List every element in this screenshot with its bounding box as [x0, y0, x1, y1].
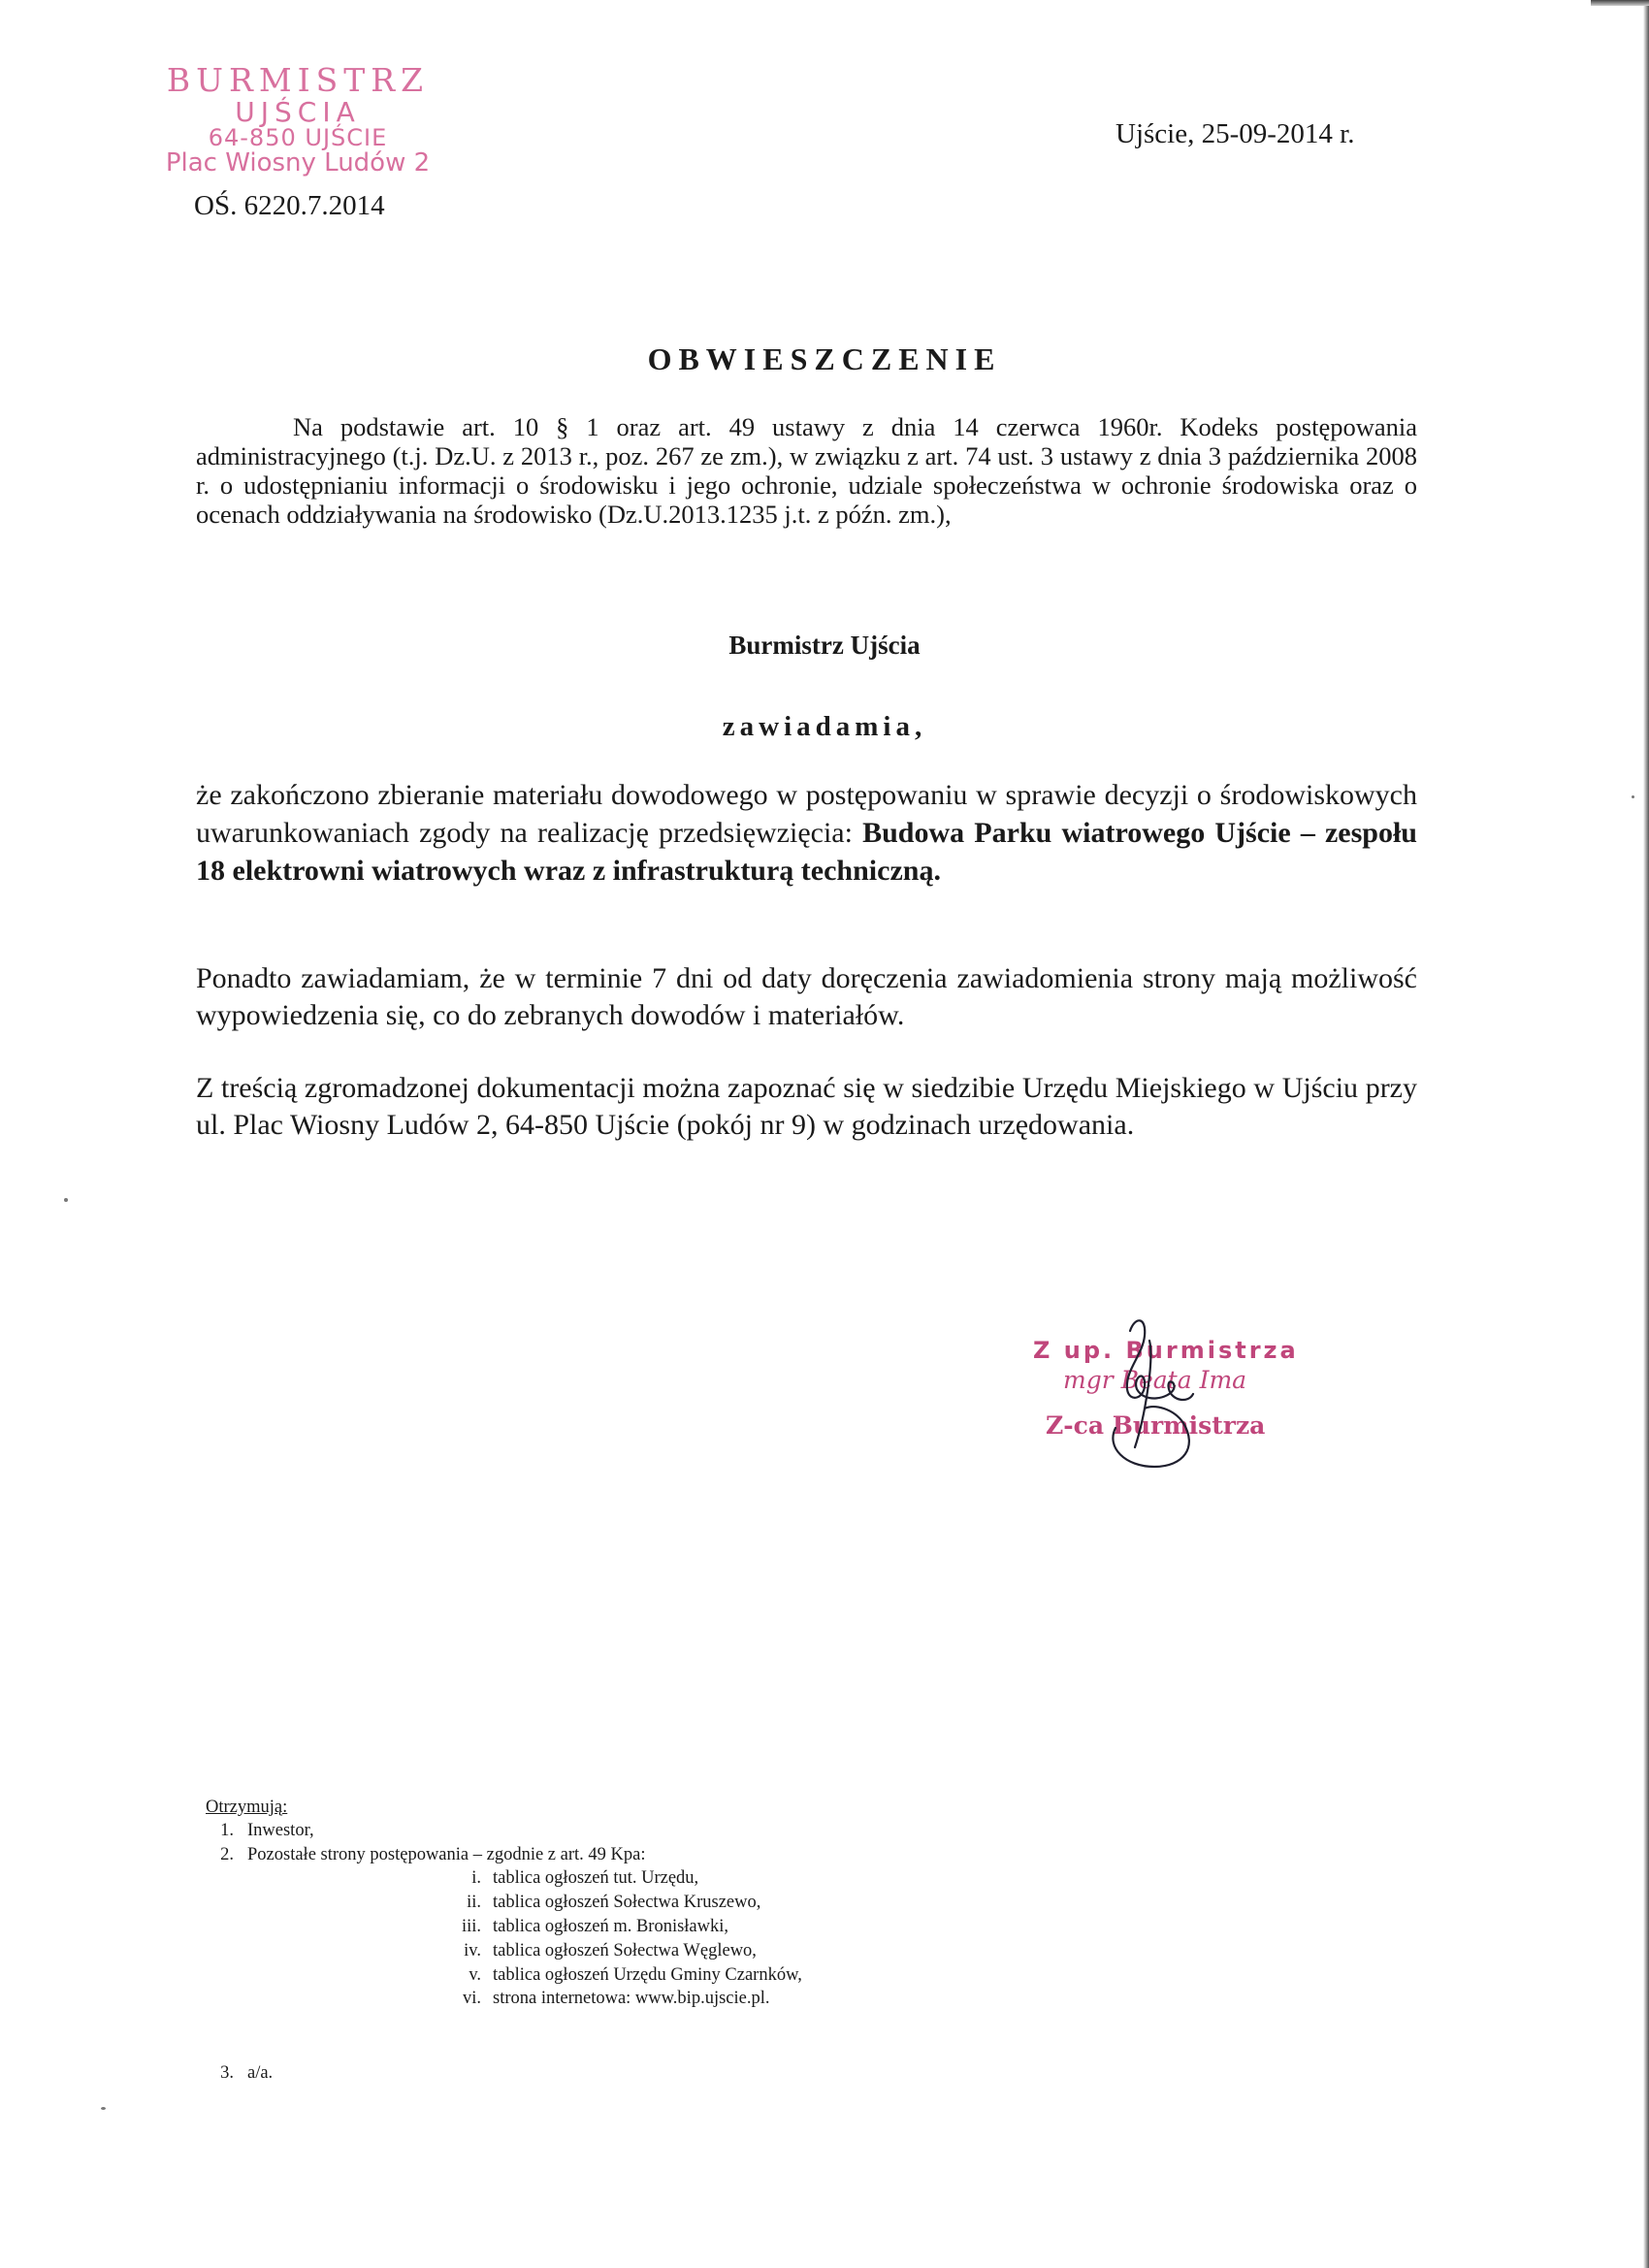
recipient-subitem-text: tablica ogłoszeń Sołectwa Kruszewo, [493, 1893, 761, 1912]
reference-number: OŚ. 6220.7.2014 [194, 190, 385, 221]
legal-basis-paragraph: Na podstawie art. 10 § 1 oraz art. 49 ustawy z dnia 14 czerwca 1960r. Kodeks postępowania administracyjnego (t.j. Dz.U. z 2013 r., poz. 267 ze zm.), w związku z art. 74 ust. 3 ustawy z dnia 3 października 2008 r. o udostępnianiu informacji o środowisku i jego ochronie, udziale społeczeństwa w ochronie środowiska oraz o ocenach oddziaływania na środowisko (Dz.U.2013.1235 j.t. z późn. zm.), [196, 412, 1417, 529]
document-title: OBWIESZCZENIE [647, 341, 1002, 376]
signature-stamp-line3: Z-ca Burmistrza [1046, 1411, 1266, 1440]
scan-edge-right [1643, 0, 1649, 2268]
office-stamp-line3: 64-850 UJŚCIE [208, 124, 388, 152]
recipient-text: Inwestor, [247, 1821, 314, 1840]
recipient-item [220, 1845, 646, 1865]
notifies-heading: zawiadamia, [722, 711, 927, 742]
recipient-number: 2. [220, 1845, 234, 1864]
recipient-subitem [469, 1965, 802, 1986]
scan-speck [1632, 795, 1634, 798]
project-name: Budowa Parku wiatrowego Ujście – zespołu 18 elektrowni wiatrowych wraz z infrastrukturą techniczną. [196, 817, 1417, 887]
recipient-subitem-number: vi. [462, 1989, 481, 2008]
documentation-paragraph: Z treścią zgromadzonej dokumentacji można zapoznać się w siedzibie Urzędu Miejskiego w Ujściu przy ul. Plac Wiosny Ludów 2, 64-850 Ujście (pokój nr 9) w godzinach urzędowania. [196, 1072, 1417, 1141]
recipient-subitem-number: iii. [461, 1917, 481, 1936]
recipient-item [220, 2063, 274, 2084]
scan-edge-top [1591, 0, 1649, 6]
recipient-subitem-text: tablica ogłoszeń Urzędu Gminy Czarnków, [493, 1965, 802, 1985]
recipient-subitem-number: iv. [464, 1941, 481, 1960]
recipient-subitem-text: tablica ogłoszeń Sołectwa Węglewo, [493, 1941, 757, 1960]
recipient-number: 1. [220, 1821, 234, 1840]
handwritten-signature [1077, 1312, 1232, 1476]
notice-paragraph-text: że zakończono zbieranie materiału dowodowego w postępowaniu w sprawie decyzji o środowiskowych uwarunkowaniach zgody na realizację przedsięwzięcia: [196, 779, 1417, 849]
recipient-subitem [464, 1941, 757, 1961]
signature-stamp-line1: Z up. Burmistrza [1033, 1337, 1299, 1364]
notice-paragraph [196, 776, 1417, 890]
recipient-text: a/a. [247, 2063, 274, 2083]
recipient-text: Pozostałe strony postępowania – zgodnie z art. 49 Kpa: [247, 1845, 646, 1864]
recipient-subitem-text: strona internetowa: www.bip.ujscie.pl. [493, 1989, 770, 2008]
recipient-item [220, 1821, 314, 1841]
office-stamp [138, 61, 458, 178]
office-stamp-line1: BURMISTRZ [166, 61, 430, 99]
recipient-subitem [461, 1917, 729, 1937]
recipient-number: 3. [220, 2063, 234, 2083]
recipient-subitem-number: ii. [467, 1893, 481, 1912]
document-date: Ujście, 25-09-2014 r. [1116, 118, 1355, 149]
office-stamp-line2: UJŚCIA [235, 95, 361, 128]
comment-period-paragraph: Ponadto zawiadamiam, że w terminie 7 dni od daty doręczenia zawiadomienia strony mają możliwość wypowiedzenia się, co do zebranych dowodów i materiałów. [196, 962, 1417, 1031]
scan-speck [101, 2107, 106, 2110]
scan-speck [64, 1198, 68, 1202]
office-stamp-line4: Plac Wiosny Ludów 2 [165, 148, 431, 178]
recipient-subitem-number: v. [469, 1965, 481, 1985]
authority-name: Burmistrz Ujścia [728, 631, 921, 660]
recipients-heading: Otrzymują: [206, 1798, 288, 1817]
recipient-subitem-text: tablica ogłoszeń m. Bronisławki, [493, 1917, 729, 1936]
recipient-subitem-text: tablica ogłoszeń tut. Urzędu, [493, 1868, 699, 1888]
recipient-subitem-number: i. [471, 1868, 481, 1888]
recipient-subitem [467, 1893, 761, 1913]
recipient-subitem [471, 1868, 699, 1889]
recipient-subitem [462, 1989, 770, 2009]
signature-stamp-line2: mgr Beata Ima [1063, 1366, 1247, 1394]
